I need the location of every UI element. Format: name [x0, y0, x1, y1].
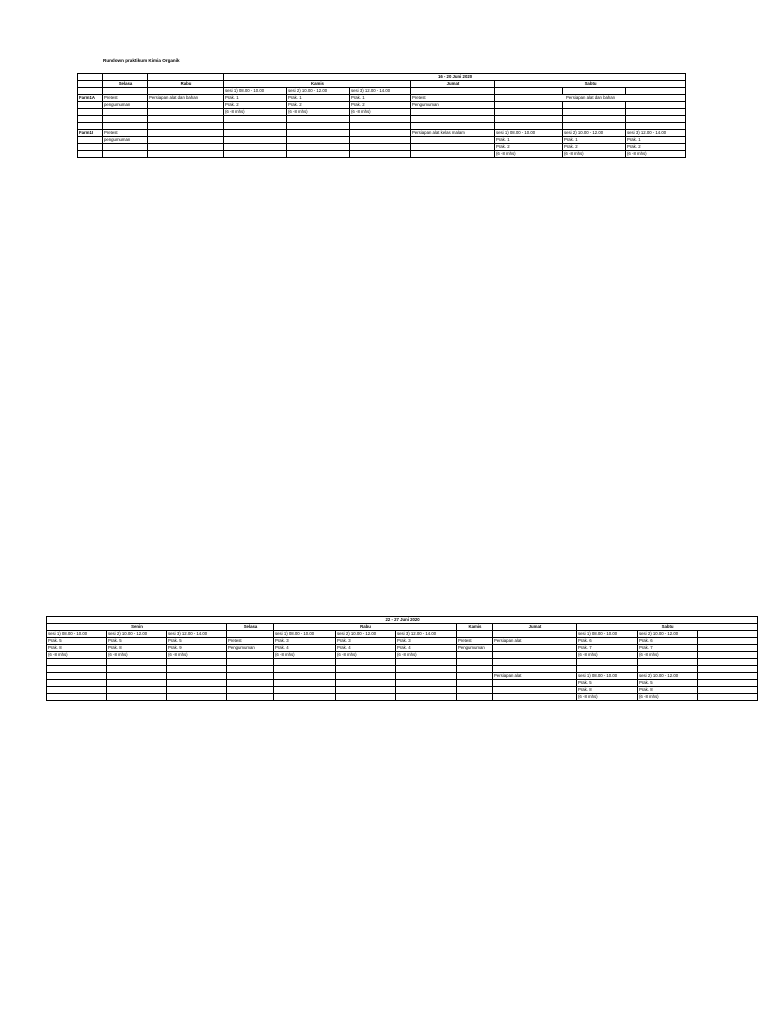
cell: (6 -8 mhs)	[350, 109, 411, 116]
cell: (6 -8 mhs)	[638, 694, 698, 701]
cell: Prak. 3	[336, 638, 396, 645]
cell: sesi 2) 10.00 - 12.00	[563, 130, 626, 137]
cell: sesi 1) 08.00 - 10.00	[47, 631, 107, 638]
schedule-table-week-1	[77, 73, 686, 158]
cell: sesi 1) 08.00 - 10.00	[577, 673, 638, 680]
cell: Prak. 1	[563, 137, 626, 144]
table-row	[78, 88, 686, 95]
table-row	[47, 624, 758, 631]
cell: Pengumuman	[411, 102, 495, 109]
table-row	[47, 638, 758, 645]
day-header: Rabu	[274, 624, 457, 631]
cell: (6 -8 mhs)	[626, 151, 686, 158]
cell: Persiapan alat dan bahan	[148, 95, 224, 102]
day-header: Kamis	[224, 81, 411, 88]
table-row	[47, 645, 758, 652]
cell: Persiapan alat	[493, 673, 577, 680]
cell: Pretest	[227, 638, 274, 645]
table-row	[78, 116, 686, 123]
table-row	[47, 694, 758, 701]
cell: Prak. 8	[638, 687, 698, 694]
table-row	[78, 123, 686, 130]
cell: sesi 3) 12.00 - 14.00	[167, 631, 227, 638]
cell: Pengumuman	[457, 645, 493, 652]
cell: Pengumuman	[227, 645, 274, 652]
table-row	[78, 74, 686, 81]
day-header: Jumat	[493, 624, 577, 631]
cell: Prak. 4	[396, 645, 457, 652]
day-header: Rabu	[148, 81, 224, 88]
cell: Prak. 5	[107, 638, 167, 645]
table-row	[47, 680, 758, 687]
day-header: Kamis	[457, 624, 493, 631]
cell: Prak. 8	[107, 645, 167, 652]
table-row	[47, 659, 758, 666]
cell: Prak. 4	[336, 645, 396, 652]
cell: Pretest	[411, 95, 495, 102]
cell: sesi 2) 10.00 - 12.00	[107, 631, 167, 638]
day-header: Selasa	[103, 81, 148, 88]
cell: Prak. 1	[287, 95, 350, 102]
document-title: Rundown praktikum Kimia Organik	[103, 58, 180, 63]
schedule-table-week-2	[46, 616, 758, 701]
cell: Prak. 8	[577, 687, 638, 694]
cell: (6 -8 mhs)	[396, 652, 457, 659]
day-header: Sabtu	[495, 81, 686, 88]
cell: (6 -8 mhs)	[167, 652, 227, 659]
cell: Prak. 5	[47, 638, 107, 645]
cell: Prak. 1	[224, 95, 287, 102]
cell: sesi 3) 12.00 - 14.00	[396, 631, 457, 638]
cell: Persiapan alat	[493, 638, 577, 645]
cell: sesi 1) 08.00 - 10.00	[274, 631, 336, 638]
week-header: 16 - 20 Juni 2020	[224, 74, 686, 81]
table-row	[78, 130, 686, 137]
cell: Prak. 3	[274, 638, 336, 645]
cell: pengumuman	[103, 137, 148, 144]
table-row	[47, 617, 758, 624]
cell: Prak. 2	[224, 102, 287, 109]
cell: Pretest	[103, 130, 148, 137]
cell: (6 -8 mhs)	[638, 652, 698, 659]
cell: sesi 2) 10.00 - 12.00	[287, 88, 350, 95]
table-row	[78, 144, 686, 151]
cell: sesi 3) 12.00 - 14.00	[626, 130, 686, 137]
cell: (6 -8 mhs)	[563, 151, 626, 158]
table-row	[47, 673, 758, 680]
cell: Prak. 4	[274, 645, 336, 652]
cell: Prak. 1	[350, 95, 411, 102]
cell: Pretest	[103, 95, 148, 102]
cell: Prak. 2	[495, 144, 563, 151]
table-row	[78, 95, 686, 102]
cell: (6 -8 mhs)	[287, 109, 350, 116]
cell: Prak. 7	[638, 645, 698, 652]
day-header: Jumat	[411, 81, 495, 88]
cell: Prak. 3	[396, 638, 457, 645]
cell: Prak. 2	[563, 144, 626, 151]
cell: sesi 3) 12.00 - 14.00	[350, 88, 411, 95]
cell: Prak. 2	[287, 102, 350, 109]
table-row	[78, 81, 686, 88]
table-row	[78, 102, 686, 109]
cell: (6 -8 mhs)	[274, 652, 336, 659]
cell: sesi 2) 10.00 - 12.00	[336, 631, 396, 638]
cell: (6 -8 mhs)	[336, 652, 396, 659]
cell: sesi 1) 08.00 - 10.00	[224, 88, 287, 95]
table-row	[47, 652, 758, 659]
cell: sesi 2) 10.00 - 12.00	[638, 673, 698, 680]
table-row	[78, 137, 686, 144]
group-label: Farm1I	[78, 130, 103, 137]
cell: Pretest	[457, 638, 493, 645]
table-row	[47, 631, 758, 638]
cell: (6 -8 mhs)	[107, 652, 167, 659]
cell: Prak. 9	[167, 645, 227, 652]
table-row	[78, 109, 686, 116]
cell: Persiapan alat kelas malam	[411, 130, 495, 137]
group-label: Farm1A	[78, 95, 103, 102]
cell: sesi 1) 08.00 - 10.00	[577, 631, 638, 638]
cell: Prak. 1	[495, 137, 563, 144]
table-row	[47, 666, 758, 673]
cell: (6 -8 mhs)	[495, 151, 563, 158]
cell: (6 -8 mhs)	[47, 652, 107, 659]
week-header: 22 - 27 Juni 2020	[47, 617, 758, 624]
day-header: Sabtu	[577, 624, 758, 631]
cell: Prak. 5	[577, 680, 638, 687]
cell: Prak. 2	[350, 102, 411, 109]
table-row	[78, 151, 686, 158]
day-header: Senin	[47, 624, 227, 631]
cell: Prak. 6	[577, 638, 638, 645]
cell: (6 -8 mhs)	[577, 694, 638, 701]
cell: Prak. 5	[638, 680, 698, 687]
cell: (6 -8 mhs)	[577, 652, 638, 659]
day-header: Selasa	[227, 624, 274, 631]
cell: Prak. 6	[638, 638, 698, 645]
cell: sesi 1) 08.00 - 10.00	[495, 130, 563, 137]
cell: Prak. 5	[167, 638, 227, 645]
cell: sesi 2) 10.00 - 12.00	[638, 631, 698, 638]
cell: Prak. 7	[577, 645, 638, 652]
cell: (6 -8 mhs)	[224, 109, 287, 116]
cell: Prak. 2	[626, 144, 686, 151]
cell: Prak. 8	[47, 645, 107, 652]
cell: Prak. 1	[626, 137, 686, 144]
cell: pengumuman	[103, 102, 148, 109]
table-row	[47, 687, 758, 694]
cell: Persiapan alat dan bahan	[495, 95, 686, 102]
